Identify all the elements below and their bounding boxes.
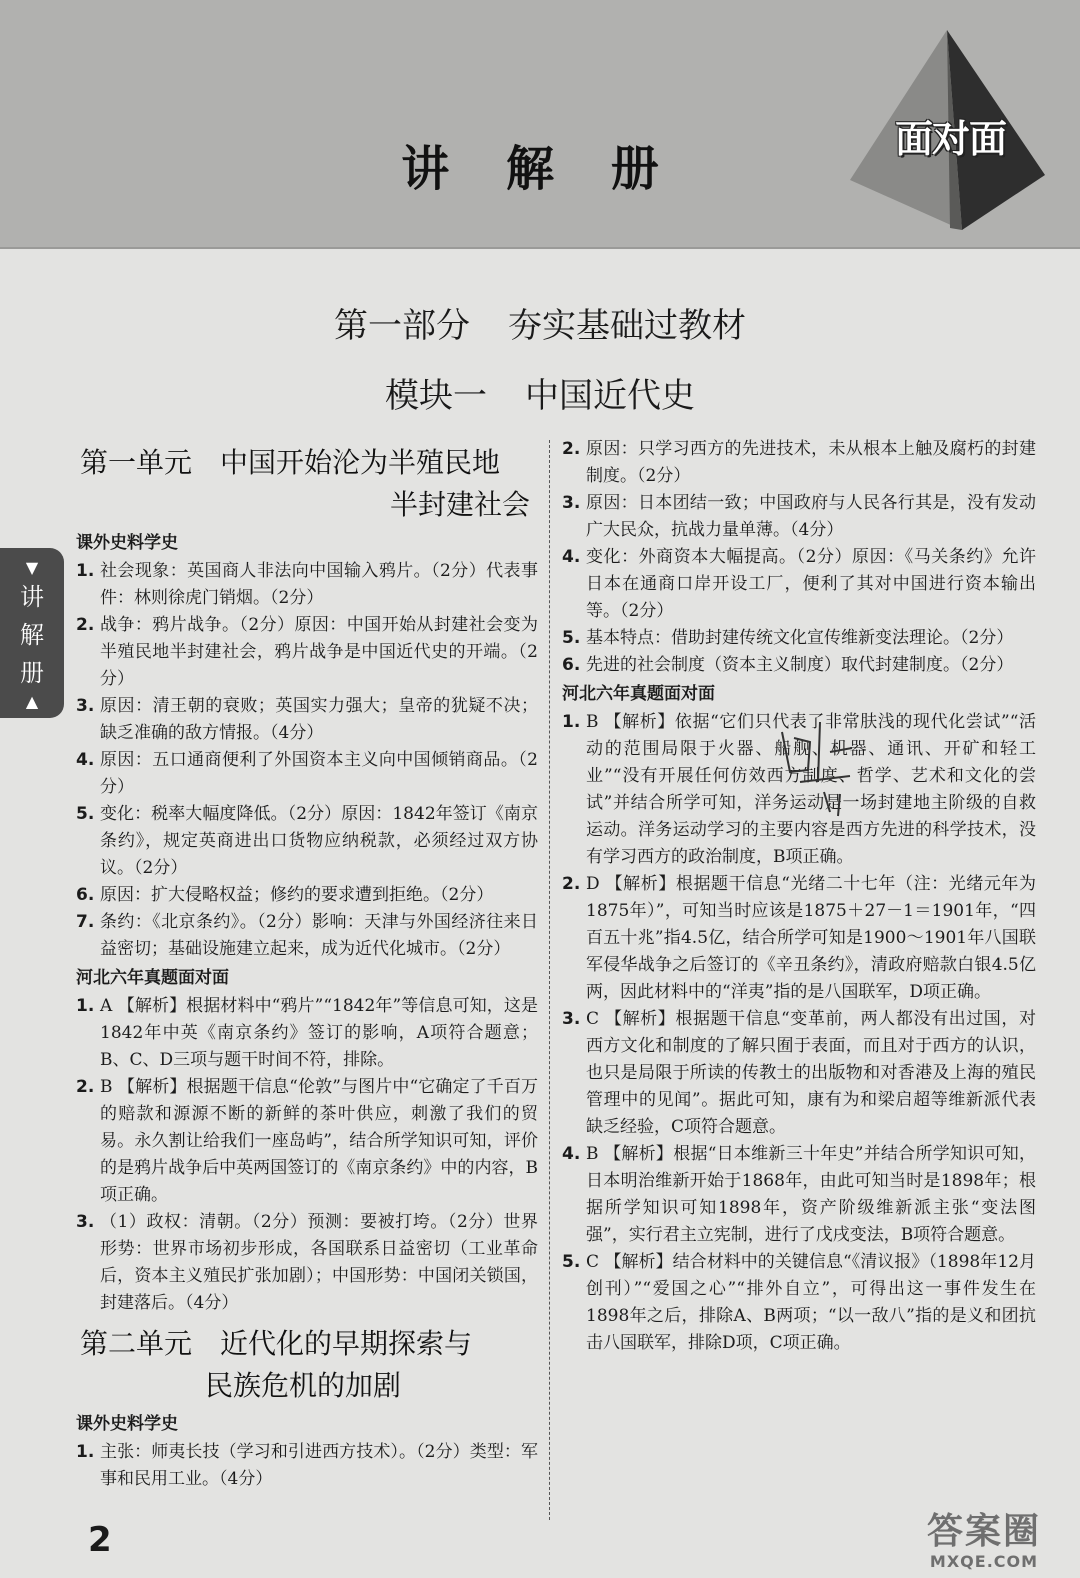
answer-number: 4. [76, 750, 95, 770]
answer-list [76, 993, 538, 1317]
part-name: 夯实基础过教材 [508, 306, 746, 346]
answer-number: 3. [76, 1212, 95, 1232]
answer-item [562, 652, 1036, 679]
answer-item [562, 1006, 1036, 1141]
answer-text: 变化：外商资本大幅提高。（2分）原因：《马关条约》允许日本在通商口岸开设工厂，便利了其对中国进行资本输出等。（2分） [586, 547, 1036, 621]
answer-number: 1. [76, 1442, 95, 1462]
answer-item [562, 490, 1036, 544]
answer-item [562, 1249, 1036, 1357]
answer-item [76, 693, 538, 747]
answer-text: 社会现象：英国商人非法向中国输入鸦片。（2分）代表事件：林则徐虎门销烟。（2分） [100, 561, 538, 608]
answer-item [562, 436, 1036, 490]
header-band [0, 0, 1080, 249]
module-name: 中国近代史 [525, 376, 695, 416]
answer-number: 5. [76, 804, 95, 824]
answer-item [76, 558, 538, 612]
answer-number: 2. [76, 615, 95, 635]
answer-text: 条约：《北京条约》。（2分）影响：天津与外国经济往来日益密切；基础设施建立起来，成为近代化城市。（2分） [100, 912, 538, 959]
answer-text: 基本特点：借助封建传统文化宣传维新变法理论。（2分） [586, 628, 1014, 648]
answer-text: 战争：鸦片战争。（2分）原因：中国开始从封建社会变为半殖民地半封建社会，鸦片战争是中国近代史的开端。（2分） [100, 615, 538, 689]
watermark-url: MXQE.COM [929, 1552, 1039, 1571]
answer-number: 1. [76, 996, 95, 1016]
side-tab-char: 解 [20, 621, 44, 649]
triangle-up-icon: ▲ [25, 692, 39, 711]
answer-item [562, 1141, 1036, 1249]
answer-text: A 【解析】根据材料中“鸦片”“1842年”等信息可知，这是1842年中英《南京条约》签订的影响，A项符合题意；B、C、D三项与题干时间不符，排除。 [100, 996, 538, 1070]
answer-item [76, 882, 538, 909]
answer-text: 原因：只学习西方的先进技术，未从根本上触及腐朽的封建制度。（2分） [586, 439, 1036, 486]
answer-list [562, 436, 1036, 679]
answer-item [76, 801, 538, 882]
answer-list [76, 558, 538, 963]
section-label: 河北六年真题面对面 [562, 684, 715, 704]
answer-number: 5. [562, 1252, 581, 1272]
answer-item [562, 871, 1036, 1006]
logo-text: 面对面 [894, 117, 1006, 161]
book-section-title: 讲 解 册 [401, 141, 679, 197]
triangle-down-icon: ▼ [25, 558, 39, 577]
answer-number: 4. [562, 547, 581, 567]
module-number: 模块一 [385, 376, 487, 416]
answer-text: 先进的社会制度（资本主义制度）取代封建制度。（2分） [586, 655, 1014, 675]
answer-text: C 【解析】结合材料中的关键信息“《清议报》（1898年12月创刊）”“爱国之心”“排外自立”，可得出这一事件发生在1898年之后，排除A、B两项；“以一敌八”指的是义和团抗击八国联军，排除D项，C项正确。 [586, 1252, 1036, 1353]
unit-title: 第一单元 中国开始沦为半殖民地 半封建社会 [80, 446, 530, 521]
answer-text: 原因：清王朝的衰败；英国实力强大；皇帝的犹疑不决；缺乏准确的敌方情报。（4分） [100, 696, 538, 743]
answer-number: 2. [562, 874, 581, 894]
section-label: 课外史料学史 [76, 533, 178, 553]
answer-number: 3. [76, 696, 95, 716]
left-column [76, 440, 538, 1493]
answer-item [76, 993, 538, 1074]
page-number: 2 [88, 1520, 112, 1560]
section-label: 课外史料学史 [76, 1414, 178, 1434]
answer-item [76, 1439, 538, 1493]
answer-text: 变化：税率大幅度降低。（2分）原因：1842年签订《南京条约》，规定英商进出口货物应纳税款，必须经过双方协议。（2分） [100, 804, 538, 878]
side-tab-char: 册 [20, 659, 44, 687]
answer-item [76, 909, 538, 963]
answer-text: （1）政权：清朝。（2分）预测：要被打垮。（2分）世界形势：世界市场初步形成，各国联系日益密切（工业革命后，资本主义殖民扩张加剧）；中国形势：中国闭关锁国，封建落后。（4分） [100, 1212, 538, 1313]
unit-title: 第二单元 近代化的早期探索与 民族危机的加剧 [80, 1327, 473, 1402]
answer-item [562, 544, 1036, 625]
watermark [896, 1512, 1072, 1572]
section-label: 河北六年真题面对面 [76, 968, 229, 988]
part-title [0, 298, 1080, 347]
answer-text: 原因：五口通商便利了外国资本主义向中国倾销商品。（2分） [100, 750, 538, 797]
answer-text: B 【解析】依据“它们只代表了非常肤浅的现代化尝试”“活动的范围局限于火器、船舰、机器、通讯、开矿和轻工业”“没有开展任何仿效西方制度、哲学、艺术和文化的尝试”并结合所学可知，洋务运动是一场封建地主阶级的自救运动。洋务运动学习的主要内容是西方先进的科学技术，没有学习西方的政治制度，B项正确。 [586, 712, 1036, 867]
answer-item [562, 625, 1036, 652]
answer-list [76, 1439, 538, 1493]
answer-number: 5. [562, 628, 581, 648]
part-number: 第一部分 [334, 306, 470, 346]
answer-text: 原因：扩大侵略权益；修约的要求遭到拒绝。（2分） [100, 885, 494, 905]
answer-number: 1. [562, 712, 581, 732]
answer-item [76, 1209, 538, 1317]
column-divider [549, 440, 550, 1520]
answer-item [76, 612, 538, 693]
answer-text: 原因：日本团结一致；中国政府与人民各行其是，没有发动广大民众，抗战力量单薄。（4分） [586, 493, 1036, 540]
answer-text: D 【解析】根据题干信息“光绪二十七年（注：光绪元年为1875年）”，可知当时应该是1875＋27－1＝1901年，“四百五十兆”指4.5亿，结合所学可知是1900～1901年八国联军侵华战争之后签订的《辛丑条约》，清政府赔款白银4.5亿两，因此材料中的“洋夷”指的是八国联军，D项正确。 [586, 874, 1036, 1002]
answer-number: 2. [76, 1077, 95, 1097]
answer-number: 7. [76, 912, 95, 932]
answer-number: 1. [76, 561, 95, 581]
module-title [0, 368, 1080, 417]
answer-item [76, 747, 538, 801]
side-tab [0, 548, 64, 718]
watermark-logo: 答案圈 [926, 1511, 1041, 1552]
answer-number: 4. [562, 1144, 581, 1164]
answer-number: 3. [562, 1009, 581, 1029]
right-column [562, 436, 1036, 1357]
answer-number: 2. [562, 439, 581, 459]
answer-item [76, 1074, 538, 1209]
handwritten-mark [760, 712, 880, 822]
answer-text: B 【解析】根据题干信息“伦敦”与图片中“它确定了千百万的赔款和源源不断的新鲜的茶叶供应，刺激了我们的贸易。永久割让给我们一座岛屿”，结合所学知识可知，评价的是鸦片战争后中英两国签订的《南京条约》中的内容，B项正确。 [100, 1077, 538, 1205]
answer-text: 主张：师夷长技（学习和引进西方技术）。（2分）类型：军事和民用工业。（4分） [100, 1442, 538, 1489]
answer-text: C 【解析】根据题干信息“变革前，两人都没有出过国，对西方文化和制度的了解只囿于表面，而且对于西方的认识，也只是局限于所读的传教士的出版物和对香港及上海的殖民管理中的见闻”。据此可知，康有为和梁启超等维新派代表缺乏经验，C项符合题意。 [586, 1009, 1036, 1137]
answer-number: 3. [562, 493, 581, 513]
answer-number: 6. [76, 885, 95, 905]
answer-number: 6. [562, 655, 581, 675]
answer-text: B 【解析】根据“日本维新三十年史”并结合所学知识可知，日本明治维新开始于1868年，由此可知当时是1898年；根据所学知识可知1898年，资产阶级维新派主张“变法图强”，实行君主立宪制，进行了戊戌变法，B项符合题意。 [586, 1144, 1036, 1245]
side-tab-char: 讲 [20, 583, 44, 611]
